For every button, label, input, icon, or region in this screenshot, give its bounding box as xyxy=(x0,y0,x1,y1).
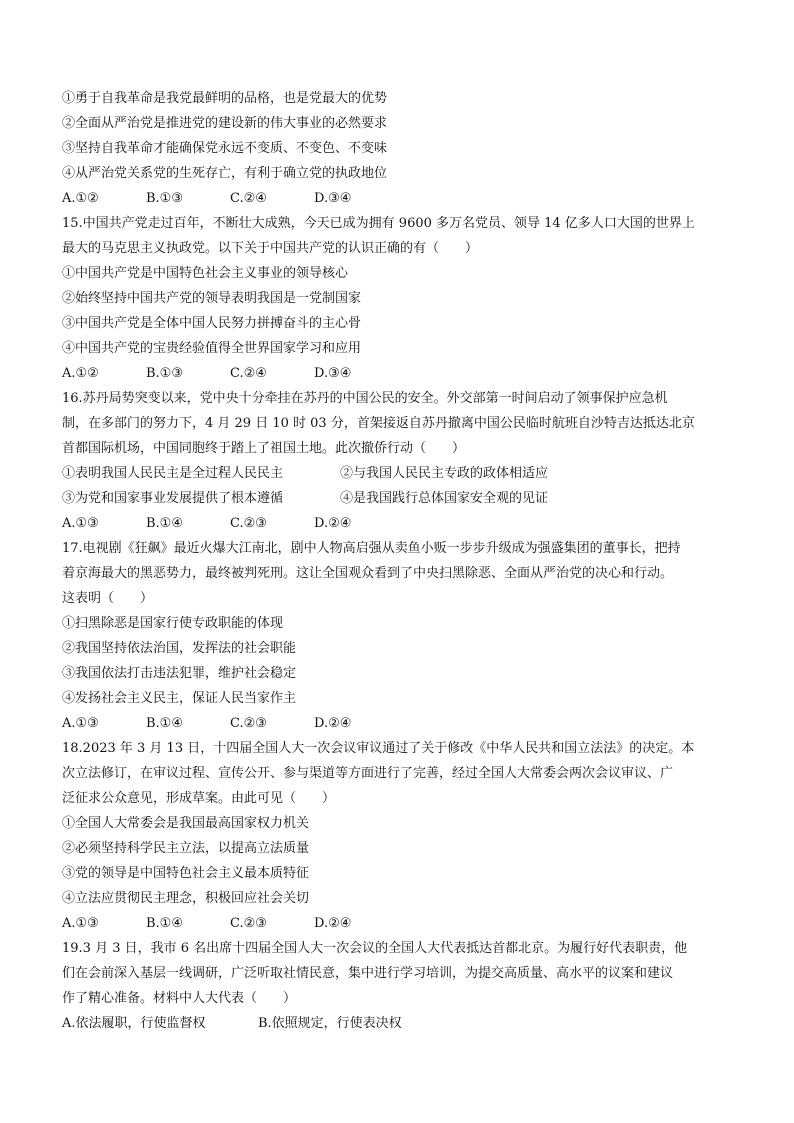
question-stem: 着京海最大的黑恶势力，最终被判死刑。这让全国观众看到了中央扫黑除恶、全面从严治党的决心和行动。 xyxy=(62,566,674,581)
question-stem: 制，在多部门的努力下，4 月 29 日 10 时 03 分，首架接返自苏丹撤离中国公民临时航班自沙特吉达抵达北京 xyxy=(62,416,695,431)
answer-option-d[interactable]: D.②④ xyxy=(314,716,352,731)
answer-options xyxy=(62,511,742,536)
answer-option-c[interactable]: C.②③ xyxy=(230,716,267,731)
answer-option-c[interactable]: C.②④ xyxy=(230,191,267,206)
question-16 xyxy=(62,386,742,536)
statement-item: ③党的领导是中国特色社会主义最本质特征 xyxy=(62,866,310,881)
exam-page xyxy=(62,86,742,1036)
statement-item: ①全国人大常委会是我国最高国家权力机关 xyxy=(62,816,310,831)
question-stem: 泛征求公众意见，形成草案。由此可见（ ） xyxy=(62,791,336,806)
answer-option-a[interactable]: A.①③ xyxy=(62,516,99,531)
answer-option-d[interactable]: D.③④ xyxy=(314,366,352,381)
statement-item: ①勇于自我革命是我党最鲜明的品格，也是党最大的优势 xyxy=(62,91,388,106)
answer-option-b[interactable]: B.①④ xyxy=(146,516,183,531)
question-stem: 16.苏丹局势突变以来，党中央十分牵挂在苏丹的中国公民的安全。外交部第一时间启动了领事保护应急机 xyxy=(62,391,668,406)
question-stem: 次立法修订，在审议过程、宣传公开、参与渠道等方面进行了完善，经过全国人大常委会两次会议审议、广 xyxy=(62,766,674,781)
question-stem: 15.中国共产党走过百年，不断壮大成熟，今天已成为拥有 9600 多万名党员、领导 14 亿多人口大国的世界上 xyxy=(62,216,695,231)
statement-item: ③我国依法打击违法犯罪，维护社会稳定 xyxy=(62,666,297,681)
statement-item: ②全面从严治党是推进党的建设新的伟大事业的必然要求 xyxy=(62,116,388,131)
statement-item: ②与我国人民民主专政的政体相适应 xyxy=(340,466,549,481)
answer-option-d[interactable]: D.②④ xyxy=(314,516,352,531)
question-stem: 18.2023 年 3 月 13 日，十四届全国人大一次会议审议通过了关于修改《中华人民共和国立法法》的决定。本 xyxy=(62,741,695,756)
question-stem: 们在会前深入基层一线调研，广泛听取社情民意，集中进行学习培训，为提交高质量、高水平的议案和建议 xyxy=(62,966,674,981)
answer-option-c[interactable]: C.②③ xyxy=(230,916,267,931)
answer-option-a[interactable]: A.依法履职，行使监督权 xyxy=(62,1016,206,1031)
question-17 xyxy=(62,536,742,736)
answer-option-b[interactable]: B.①④ xyxy=(146,916,183,931)
statement-item: ①扫黑除恶是国家行使专政职能的体现 xyxy=(62,616,284,631)
answer-options xyxy=(62,186,742,211)
answer-options xyxy=(62,1011,742,1036)
question-stem: 首都国际机场，中国同胞终于踏上了祖国土地。此次撤侨行动（ ） xyxy=(62,441,466,456)
statement-item: ④发扬社会主义民主，保证人民当家作主 xyxy=(62,691,297,706)
question-stem: 17.电视剧《狂飙》最近火爆大江南北，剧中人物高启强从卖鱼小贩一步步升级成为强盛集团的董事长，把持 xyxy=(62,541,681,556)
answer-option-a[interactable]: A.①③ xyxy=(62,916,99,931)
statement-row xyxy=(62,486,742,511)
answer-option-d[interactable]: D.③④ xyxy=(314,191,352,206)
statement-item: ②必须坚持科学民主立法，以提高立法质量 xyxy=(62,841,310,856)
answer-option-b[interactable]: B.依照规定，行使表决权 xyxy=(258,1016,402,1031)
statement-item: ②我国坚持依法治国，发挥法的社会职能 xyxy=(62,641,297,656)
statement-item: ③坚持自我革命才能确保党永远不变质、不变色、不变味 xyxy=(62,141,388,156)
statement-item: ①中国共产党是中国特色社会主义事业的领导核心 xyxy=(62,266,349,281)
answer-option-b[interactable]: B.①③ xyxy=(146,191,183,206)
question-stem: 19.3 月 3 日，我市 6 名出席十四届全国人大一次会议的全国人大代表抵达首都北京。为履行好代表职责，他 xyxy=(62,941,688,956)
answer-option-a[interactable]: A.①② xyxy=(62,366,99,381)
answer-option-b[interactable]: B.①④ xyxy=(146,716,183,731)
statement-item: ④中国共产党的宝贵经验值得全世界国家学习和应用 xyxy=(62,341,362,356)
answer-option-d[interactable]: D.②④ xyxy=(314,916,352,931)
answer-option-a[interactable]: A.①② xyxy=(62,191,99,206)
answer-options xyxy=(62,911,742,936)
answer-option-c[interactable]: C.②④ xyxy=(230,366,267,381)
question-stem: 这表明（ ） xyxy=(62,591,154,606)
statement-item: ④从严治党关系党的生死存亡，有利于确立党的执政地位 xyxy=(62,166,388,181)
question-19 xyxy=(62,936,742,1036)
statement-item: ③中国共产党是全体中国人民努力拼搏奋斗的主心骨 xyxy=(62,316,362,331)
question-stem: 作了精心准备。材料中人大代表（ ） xyxy=(62,991,297,1006)
question-14-tail xyxy=(62,86,742,211)
question-15 xyxy=(62,211,742,386)
answer-option-c[interactable]: C.②③ xyxy=(230,516,267,531)
statement-row xyxy=(62,461,742,486)
answer-options xyxy=(62,711,742,736)
statement-item: ①表明我国人民民主是全过程人民民主 xyxy=(62,466,284,481)
answer-options xyxy=(62,361,742,386)
statement-item: ④立法应贯彻民主理念，积极回应社会关切 xyxy=(62,891,310,906)
statement-item: ③为党和国家事业发展提供了根本遵循 xyxy=(62,491,284,506)
answer-option-b[interactable]: B.①③ xyxy=(146,366,183,381)
question-stem: 最大的马克思主义执政党。以下关于中国共产党的认识正确的有（ ） xyxy=(62,241,479,256)
statement-item: ②始终坚持中国共产党的领导表明我国是一党制国家 xyxy=(62,291,362,306)
answer-option-a[interactable]: A.①③ xyxy=(62,716,99,731)
statement-item: ④是我国践行总体国家安全观的见证 xyxy=(340,491,549,506)
question-18 xyxy=(62,736,742,936)
